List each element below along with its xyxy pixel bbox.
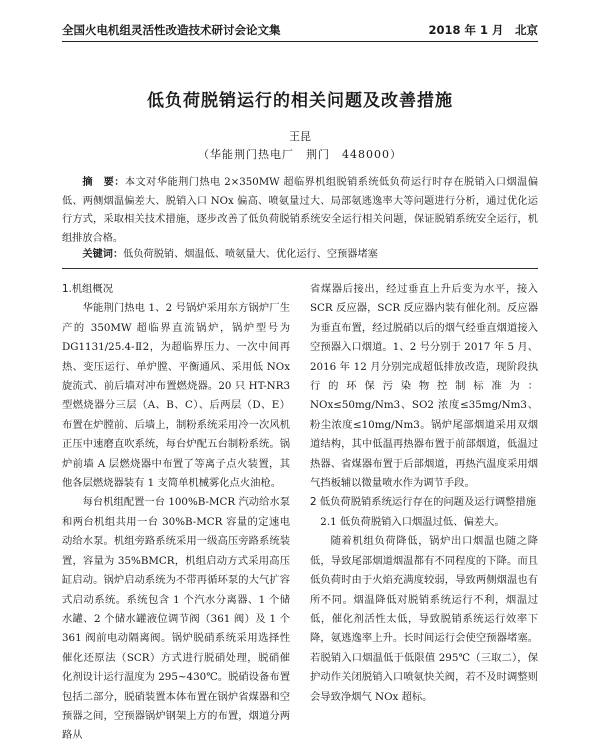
section-2-heading: 2 低负荷脱销系统运行存在的问题及运行调整措施 bbox=[310, 496, 537, 509]
body-paragraph: 省煤器后接出，经过垂直上升后变为水平，接入 SCR 反应器，SCR 反应器内装有催化剂。反应器为垂直布置，经过脱硝以后的烟气经垂直烟道接入空预器入口烟道。1、2 号分别于 2017 年 5 月、2016 年 12 月分别完成超低排放改造，现阶段执行的环保污染物控制标准为：NOx≤50mg/Nm3、SO2 浓度≤35mg/Nm3、粉尘浓度≤10mg/Nm3。锅炉尾部烟道采用双烟道结构，其中低温再热器布置于前部烟道，低温过热器、省煤器布置于后部烟道，再热汽温度采用烟气挡板辅以微量喷水作为调节手段。 bbox=[310, 283, 538, 490]
author: 王昆 bbox=[289, 130, 311, 143]
left-column bbox=[62, 280, 290, 746]
body-paragraph: 华能荆门热电 1、2 号锅炉采用东方锅炉厂生产的 350MW 超临界直流锅炉，锅炉型号为 DG1131/25.4-Ⅱ2，为超临界压力、一次中间再热、变压运行、单炉膛、平衡通风、采用低 NOx 旋流式、前后墙对冲布置燃烧器。20 只 HT-NR3 型燃烧器分三层（A、B、C）、后两层（D、E）布置在炉膛前、后墙上，制粉系统采用冷一次风机正压中速磨直吹系统，每台炉配五台制粉系统。锅炉前墙 A 层燃烧器中布置了等离子点火装置，其他各层燃烧器装有 1 支简单机械雾化点火油枪。 bbox=[62, 302, 290, 490]
right-column bbox=[310, 280, 538, 707]
subsection-heading: 2.1 低负荷脱销入口烟温过低、偏差大。 bbox=[320, 515, 505, 528]
affiliation: （华能荆门热电厂 荆门 448000） bbox=[198, 148, 402, 161]
header-rule bbox=[62, 41, 538, 42]
section-divider bbox=[62, 268, 538, 269]
journal-name: 全国火电机组灵活性改造技术研讨会论文集 bbox=[62, 23, 281, 37]
keywords bbox=[62, 245, 538, 260]
issue-date: 2018 年 1 月 北京 bbox=[428, 23, 538, 37]
section-1-heading: 1.机组概况 bbox=[62, 283, 114, 295]
keywords-label: 关键词： bbox=[82, 249, 124, 260]
body-paragraph: 每台机组配置一台 100%B-MCR 汽动给水泵和两台机组共用一台 30%B-MCR 容量的定速电动给水泵。机组旁路系统采用一级高压旁路系统装置，容量为 35%BMCR，机组启动方式采用高压缸启动。锅炉启动系统为不带再循环泵的大气扩容式启动系统。系统包含 1 个汽水分离器、1 个储水罐、2 个储水罐液位调节阀（361 阀）及 1 个 361 阀前电动隔离阀。锅炉脱硝系统采用选择性催化还原法（SCR）方式进行脱硝处理，脱硝催化剂设计运行温度为 295~430℃。脱硝设备布置包括二部分，脱硝装置本体布置在锅炉省煤器和空预器之间，空预器锅炉钢架上方的布置，烟道分两路从 bbox=[62, 496, 290, 742]
abstract bbox=[62, 174, 538, 248]
abstract-label: 摘 要： bbox=[82, 177, 125, 188]
paper-title: 低负荷脱销运行的相关问题及改善措施 bbox=[147, 91, 453, 111]
body-paragraph: 随着机组负荷降低，锅炉出口烟温也随之降低，导致尾部烟道烟温都有不同程度的下降。而且低负荷时由于火焰充满度较弱，导致两侧烟温也有所不同。烟温降低对脱销系统运行不利，烟温过低，催化剂活性太低，导致脱销系统运行效率下降，氨逃逸率上升。长时间运行会使空预器堵塞。若脱销入口烟温低于低限值 295℃（三取二），保护动作关闭脱销入口喷氨快关阀，若不及时调整则会导致净烟气 NOx 超标。 bbox=[310, 535, 538, 703]
running-header bbox=[62, 22, 538, 40]
abstract-text: 本文对华能荆门热电 2×350MW 超临界机组脱销系统低负荷运行时存在脱销入口烟温偏低、两侧烟温偏差大、脱销入口 NOx 偏高、喷氨量过大、局部氨逃逸率大等问题进行分析，通过优化运行方式，采取相关技术措施，逐步改善了低负荷脱销系统安全运行相关问题，保证脱销系统安全运行，机组排放合格。 bbox=[62, 177, 539, 244]
keywords-text: 低负荷脱销、烟温低、喷氨量大、优化运行、空预器堵塞 bbox=[123, 249, 378, 260]
